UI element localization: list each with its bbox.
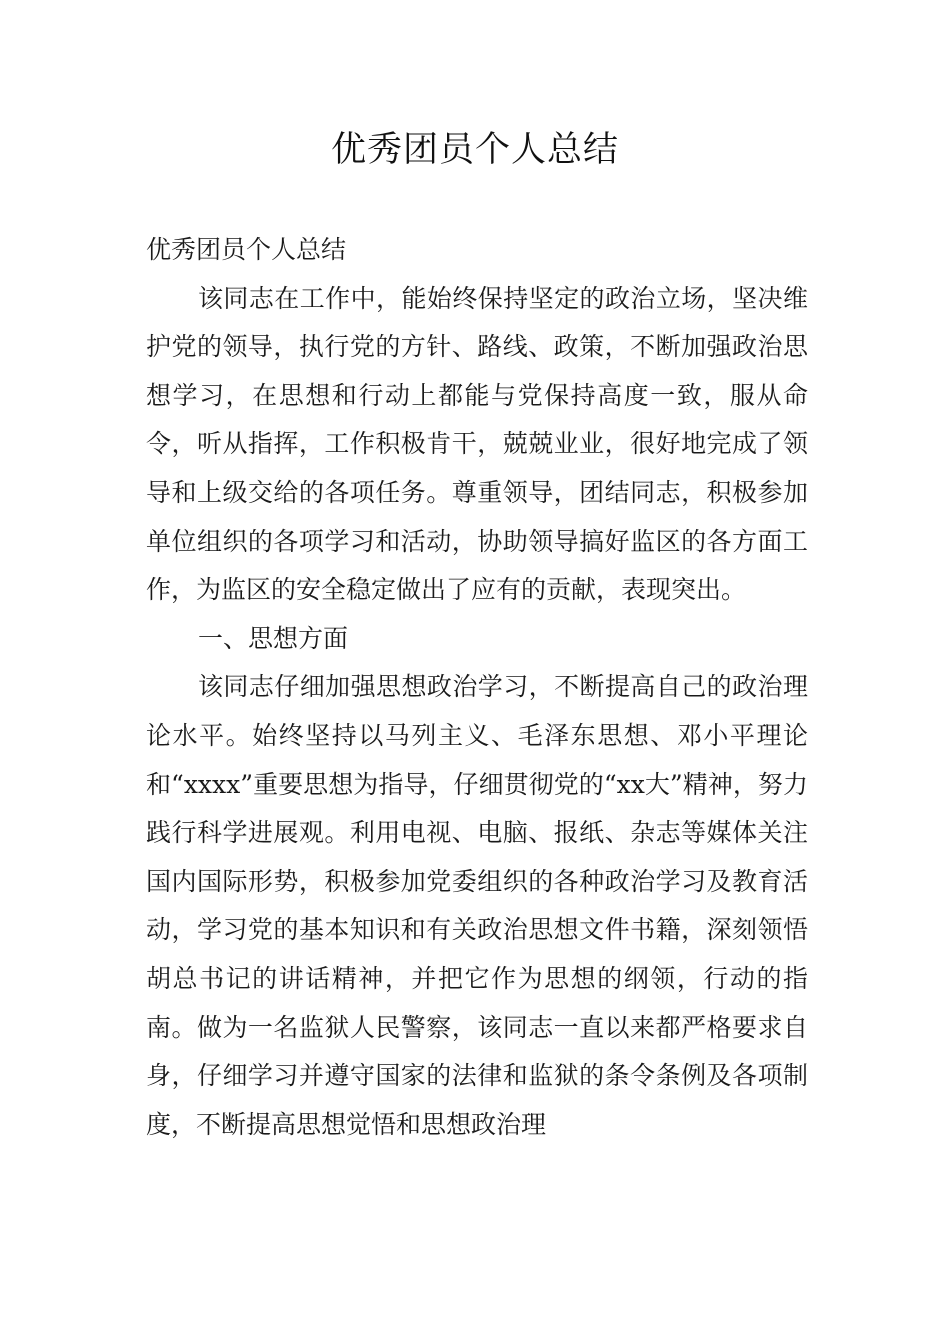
paragraph-thought: 该同志仔细加强思想政治学习，不断提高自己的政治理论水平。始终坚持以马列主义、毛泽东思想、邓小平理论和“xxxx”重要思想为指导，仔细贯彻党的“xx大”精神，努力践行科学进展观。利用电视、电脑、报纸、杂志等媒体关注国内国际形势，积极参加党委组织的各种政治学习及教育活动，学习党的基本知识和有关政治思想文件书籍，深刻领悟胡总书记的讲话精神，并把它作为思想的纲领，行动的指南。做为一名监狱人民警察，该同志一直以来都严格要求自身，仔细学习并遵守国家的法律和监狱的条令条例及各项制度，不断提高思想觉悟和思想政治理 [146,672,808,1139]
document-subtitle: 优秀团员个人总结 [146,235,347,264]
paragraph-intro: 该同志在工作中，能始终保持坚定的政治立场，坚决维护党的领导，执行党的方针、路线、政策，不断加强政治思想学习，在思想和行动上都能与党保持高度一致，服从命令，听从指挥，工作积极肯干，兢兢业业，很好地完成了领导和上级交给的各项任务。尊重领导，团结同志，积极参加单位组织的各项学习和活动，协助领导搞好监区的各方面工作，为监区的安全稳定做出了应有的贡献，表现突出。 [146,283,808,605]
document-body [146,226,808,1149]
section-heading-thought: 一、思想方面 [198,623,349,653]
document-title: 优秀团员个人总结 [330,130,619,170]
